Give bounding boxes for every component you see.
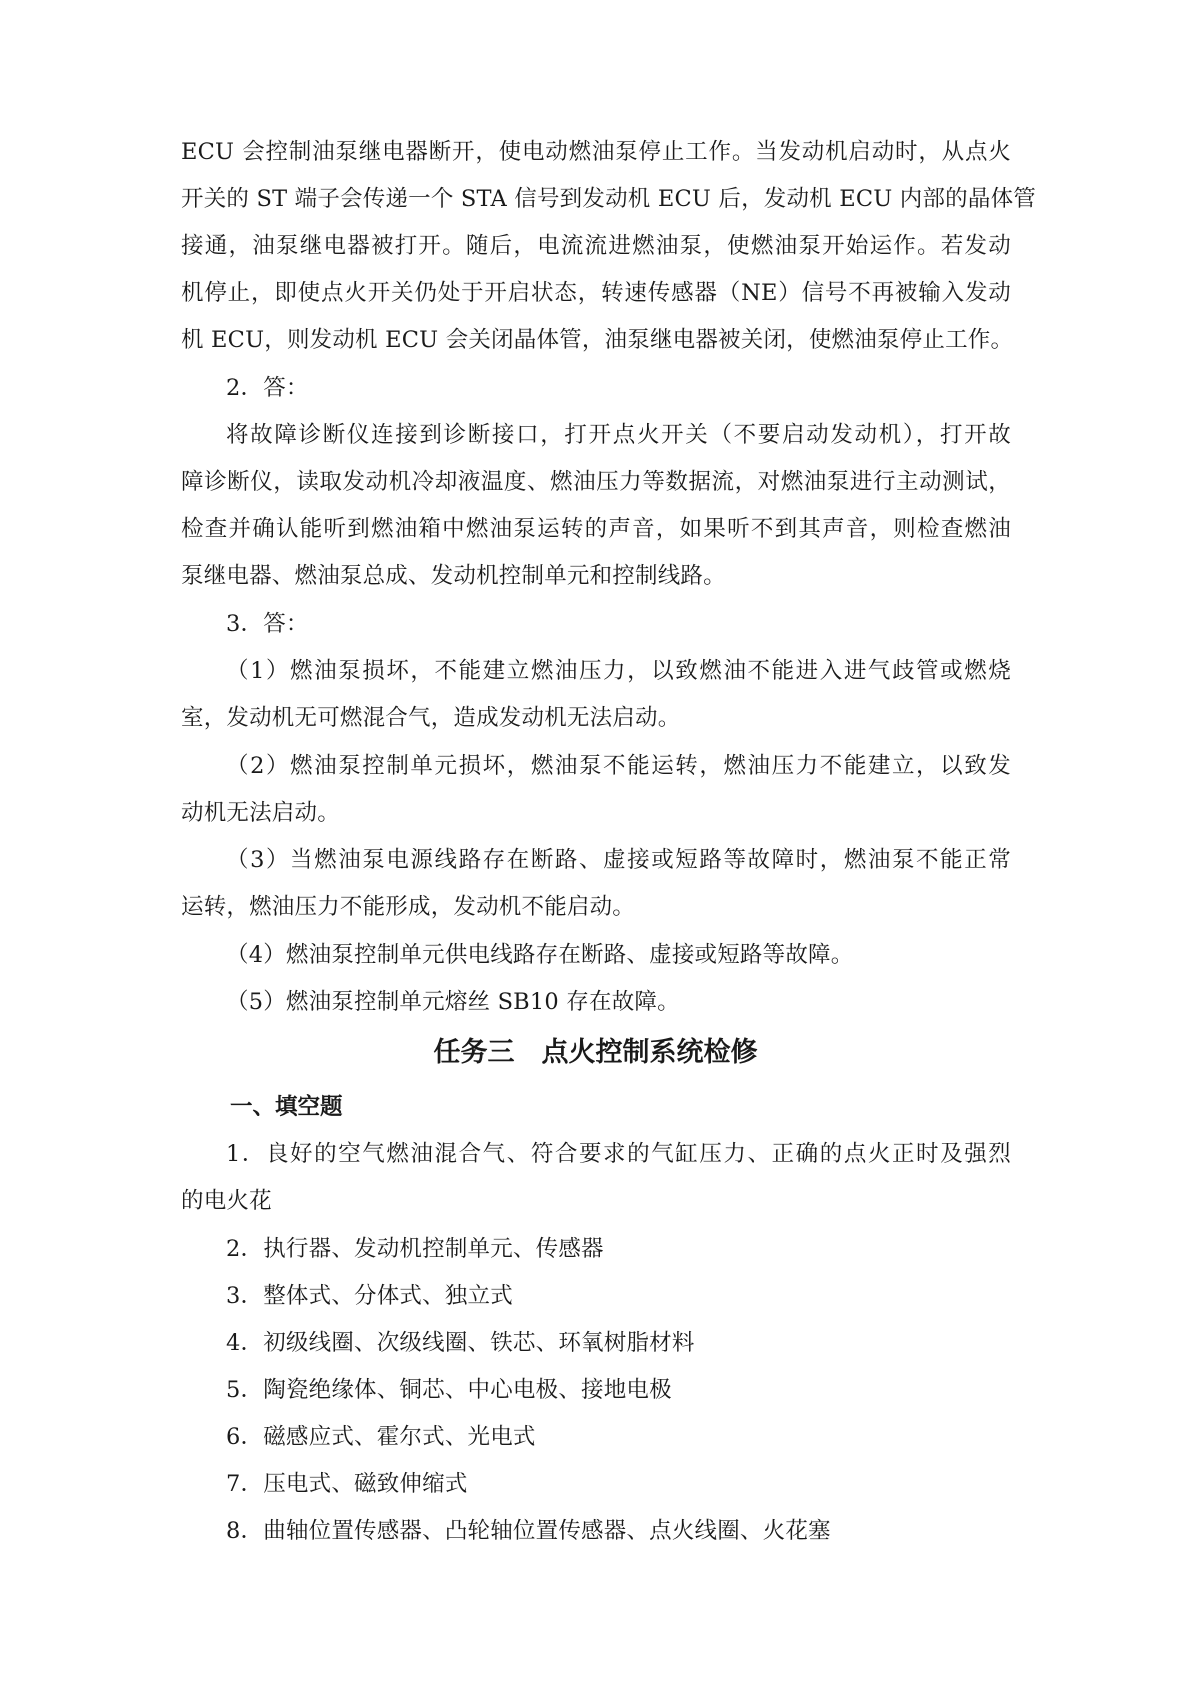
paragraph-line: 将故障诊断仪连接到诊断接口，打开点火开关（不要启动发动机），打开故 (226, 422, 1011, 448)
paragraph-line: 开关的 ST 端子会传递一个 STA 信号到发动机 ECU 后，发动机 ECU 内部的晶体管 (181, 186, 1036, 212)
paragraph-line: 接通，油泵继电器被打开。随后，电流流进燃油泵，使燃油泵开始运作。若发动 (181, 233, 1011, 259)
fill-answer-line: 的电火花 (181, 1188, 272, 1214)
list-item-line: 室，发动机无可燃混合气，造成发动机无法启动。 (181, 705, 681, 731)
fill-answer-line: 1．良好的空气燃油混合气、符合要求的气缸压力、正确的点火正时及强烈 (226, 1141, 1011, 1167)
paragraph-line: 障诊断仪，读取发动机冷却液温度、燃油压力等数据流，对燃油泵进行主动测试， (181, 469, 1011, 495)
answer-label: 3．答： (226, 611, 309, 637)
list-item: （5）燃油泵控制单元熔丝 SB10 存在故障。 (226, 989, 680, 1015)
fill-answer: 8．曲轴位置传感器、凸轮轴位置传感器、点火线圈、火花塞 (226, 1518, 831, 1544)
list-item: （4）燃油泵控制单元供电线路存在断路、虚接或短路等故障。 (226, 942, 854, 968)
paragraph-line: 检查并确认能听到燃油箱中燃油泵运转的声音，如果听不到其声音，则检查燃油 (181, 516, 1011, 542)
fill-answer: 4．初级线圈、次级线圈、铁芯、环氧树脂材料 (226, 1330, 695, 1356)
answer-label: 2．答： (226, 375, 309, 401)
fill-answer: 3．整体式、分体式、独立式 (226, 1283, 513, 1309)
paragraph-line: 泵继电器、燃油泵总成、发动机控制单元和控制线路。 (181, 563, 726, 589)
paragraph-line: 机 ECU，则发动机 ECU 会关闭晶体管，油泵继电器被关闭，使燃油泵停止工作。 (181, 327, 1014, 353)
list-item-line: 动机无法启动。 (181, 800, 340, 826)
list-item-line: （2）燃油泵控制单元损坏，燃油泵不能运转，燃油压力不能建立，以致发 (226, 753, 1011, 779)
list-item-line: （1）燃油泵损坏，不能建立燃油压力，以致燃油不能进入进气歧管或燃烧 (226, 658, 1011, 684)
fill-answer: 6．磁感应式、霍尔式、光电式 (226, 1424, 536, 1450)
list-item-line: 运转，燃油压力不能形成，发动机不能启动。 (181, 894, 636, 920)
fill-answer: 7．压电式、磁致伸缩式 (226, 1471, 468, 1497)
fill-answer: 2．执行器、发动机控制单元、传感器 (226, 1236, 604, 1262)
paragraph-line: 机停止，即使点火开关仍处于开启状态，转速传感器（NE）信号不再被输入发动 (181, 280, 1011, 306)
task-title: 任务三 点火控制系统检修 (433, 1037, 758, 1068)
list-item-line: （3）当燃油泵电源线路存在断路、虚接或短路等故障时，燃油泵不能正常 (226, 847, 1011, 873)
paragraph-line: ECU 会控制油泵继电器断开，使电动燃油泵停止工作。当发动机启动时，从点火 (181, 139, 1011, 165)
section-heading: 一、填空题 (230, 1094, 343, 1120)
fill-answer: 5．陶瓷绝缘体、铜芯、中心电极、接地电极 (226, 1377, 672, 1403)
